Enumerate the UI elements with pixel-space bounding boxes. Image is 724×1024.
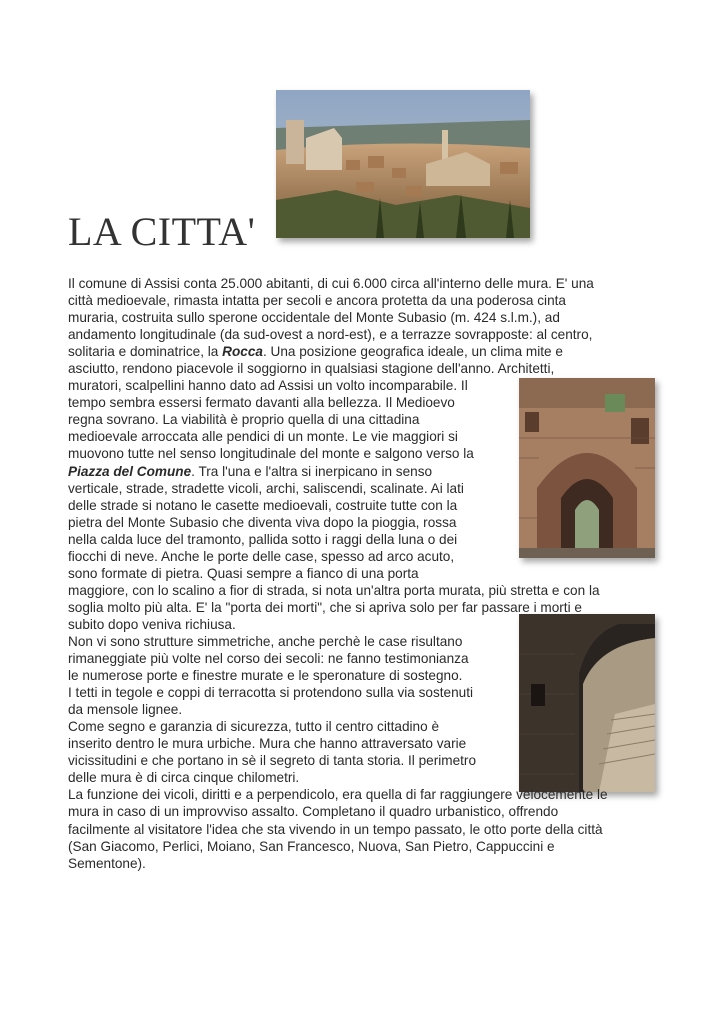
text-line	[68, 701, 658, 718]
text-segment: rimaneggiate più volte nel corso dei secoli: ne fanno testimonianza	[68, 651, 469, 667]
text-line	[68, 445, 658, 462]
text-segment: sono formate di pietra. Quasi sempre a fianco di una porta	[68, 565, 419, 581]
text-line	[68, 377, 658, 394]
text-segment: da mensole lignee.	[68, 702, 183, 718]
text-segment: asciutto, rendono piacevole il soggiorno in qualsiasi stagione dell'anno. Architetti,	[68, 361, 555, 377]
text-segment: città medioevale, rimasta intatta per secoli e ancora protetta da una poderosa cinta	[68, 293, 566, 309]
body-text	[68, 275, 658, 872]
text-segment: vicissitudini e che portano in sè il segreto di tanta storia. Il perimetro	[68, 753, 477, 769]
text-segment: muovono tutte nel senso longitudinale del monte e salgono verso la	[68, 446, 474, 462]
text-line	[68, 769, 658, 786]
text-segment: andamento longitudinale (da sud-ovest a nord-est), e a terrazze sovrapposte: al centro,	[68, 327, 593, 343]
text-line	[68, 514, 658, 531]
text-segment: fiocchi di neve. Anche le porte delle case, spesso ad arco acuto,	[68, 548, 455, 564]
text-line	[68, 292, 658, 309]
text-segment: maggiore, con lo scalino a fior di strada, si nota un'altra porta murata, più stretta e con la	[68, 582, 600, 598]
text-line	[68, 343, 658, 360]
page-title: LA CITTA'	[68, 209, 256, 254]
text-line	[68, 275, 658, 292]
text-line	[68, 633, 658, 650]
text-segment: soglia molto più alta. E' la "porta dei morti", che si apriva solo per far passare i morti e	[68, 599, 582, 615]
text-line	[68, 326, 658, 343]
text-segment: solitaria e dominatrice, la	[68, 344, 223, 360]
text-line	[68, 497, 658, 514]
text-segment: le numerose porte e finestre murate e le speronature di sostegno.	[68, 668, 463, 684]
assisi-panorama-photo	[276, 90, 530, 238]
text-line	[68, 411, 658, 428]
text-line	[68, 428, 658, 445]
text-line	[68, 616, 658, 633]
text-line	[68, 684, 658, 701]
text-segment: verticale, strade, stradette vicoli, archi, saliscendi, scalinate. Ai lati	[68, 480, 464, 496]
text-segment: I tetti in tegole e coppi di terracotta si protendono sulla via sostenuti	[68, 685, 474, 701]
emphasis-text: Rocca	[222, 344, 263, 360]
text-segment: tempo sembra essersi fermato davanti alla bellezza. Il Medioevo	[68, 395, 455, 411]
text-segment: mura in caso di un improvviso assalto. Completano il quadro urbanistico, offrendo	[68, 804, 559, 820]
text-segment: regna sovrano. La viabilità è proprio quella di una cittadina	[68, 412, 420, 428]
text-segment: Non vi sono strutture simmetriche, anche perchè le case risultano	[68, 633, 463, 649]
text-line	[68, 752, 658, 769]
text-line	[68, 803, 658, 820]
text-line	[68, 548, 658, 565]
text-segment: subito dopo veniva richiusa.	[68, 616, 236, 632]
text-line	[68, 718, 658, 735]
text-line	[68, 582, 658, 599]
text-line	[68, 565, 658, 582]
text-segment: nella calda luce del tramonto, pallida sotto i raggi della luna o dei	[68, 531, 458, 547]
text-line	[68, 786, 658, 803]
text-line	[68, 531, 658, 548]
text-segment: Come segno e garanzia di sicurezza, tutto il centro cittadino è	[68, 719, 440, 735]
text-segment: pietra del Monte Subasio che diventa viva dopo la pioggia, rossa	[68, 514, 457, 530]
text-segment: . Una posizione geografica ideale, un clima mite e	[262, 344, 563, 360]
text-segment: delle strade si notano le casette medioevali, costruite tutte con la	[68, 497, 458, 513]
text-line	[68, 309, 658, 326]
text-segment: delle mura è di circa cinque chilometri.	[68, 770, 300, 786]
text-segment: La funzione dei vicoli, diritti e a perpendicolo, era quella di far raggiungere velocemente le	[68, 787, 608, 803]
text-segment: Il comune di Assisi conta 25.000 abitanti, di cui 6.000 circa all'interno delle mura. E' una	[68, 276, 594, 291]
text-line	[68, 821, 658, 838]
text-segment: (San Giacomo, Perlici, Moiano, San Francesco, Nuova, San Pietro, Cappuccini e	[68, 838, 555, 854]
text-segment: inserito dentro le mura urbiche. Mura che hanno attraversato varie	[68, 736, 467, 752]
text-segment: muraria, costruita sullo sperone occidentale del Monte Subasio (m. 424 s.l.m.), ad	[68, 310, 560, 326]
text-line	[68, 599, 658, 616]
text-segment: facilmente al visitatore l'idea che sta vivendo in un tempo passato, le otto porte della città	[68, 821, 603, 837]
text-line	[68, 735, 658, 752]
emphasis-text: Piazza del Comune	[68, 463, 192, 479]
text-segment: Sementone).	[68, 855, 146, 871]
text-line	[68, 394, 658, 411]
text-segment: . Tra l'una e l'altra si inerpicano in senso	[191, 463, 433, 479]
text-line	[68, 650, 658, 667]
text-segment: muratori, scalpellini hanno dato ad Assisi un volto incomparabile. Il	[68, 378, 468, 394]
text-line	[68, 463, 658, 480]
text-line	[68, 855, 658, 872]
text-line	[68, 667, 658, 684]
text-line	[68, 360, 658, 377]
text-line	[68, 480, 658, 497]
text-line	[68, 838, 658, 855]
text-segment: medioevale arroccata alle pendici di un monte. Le vie maggiori si	[68, 429, 458, 445]
